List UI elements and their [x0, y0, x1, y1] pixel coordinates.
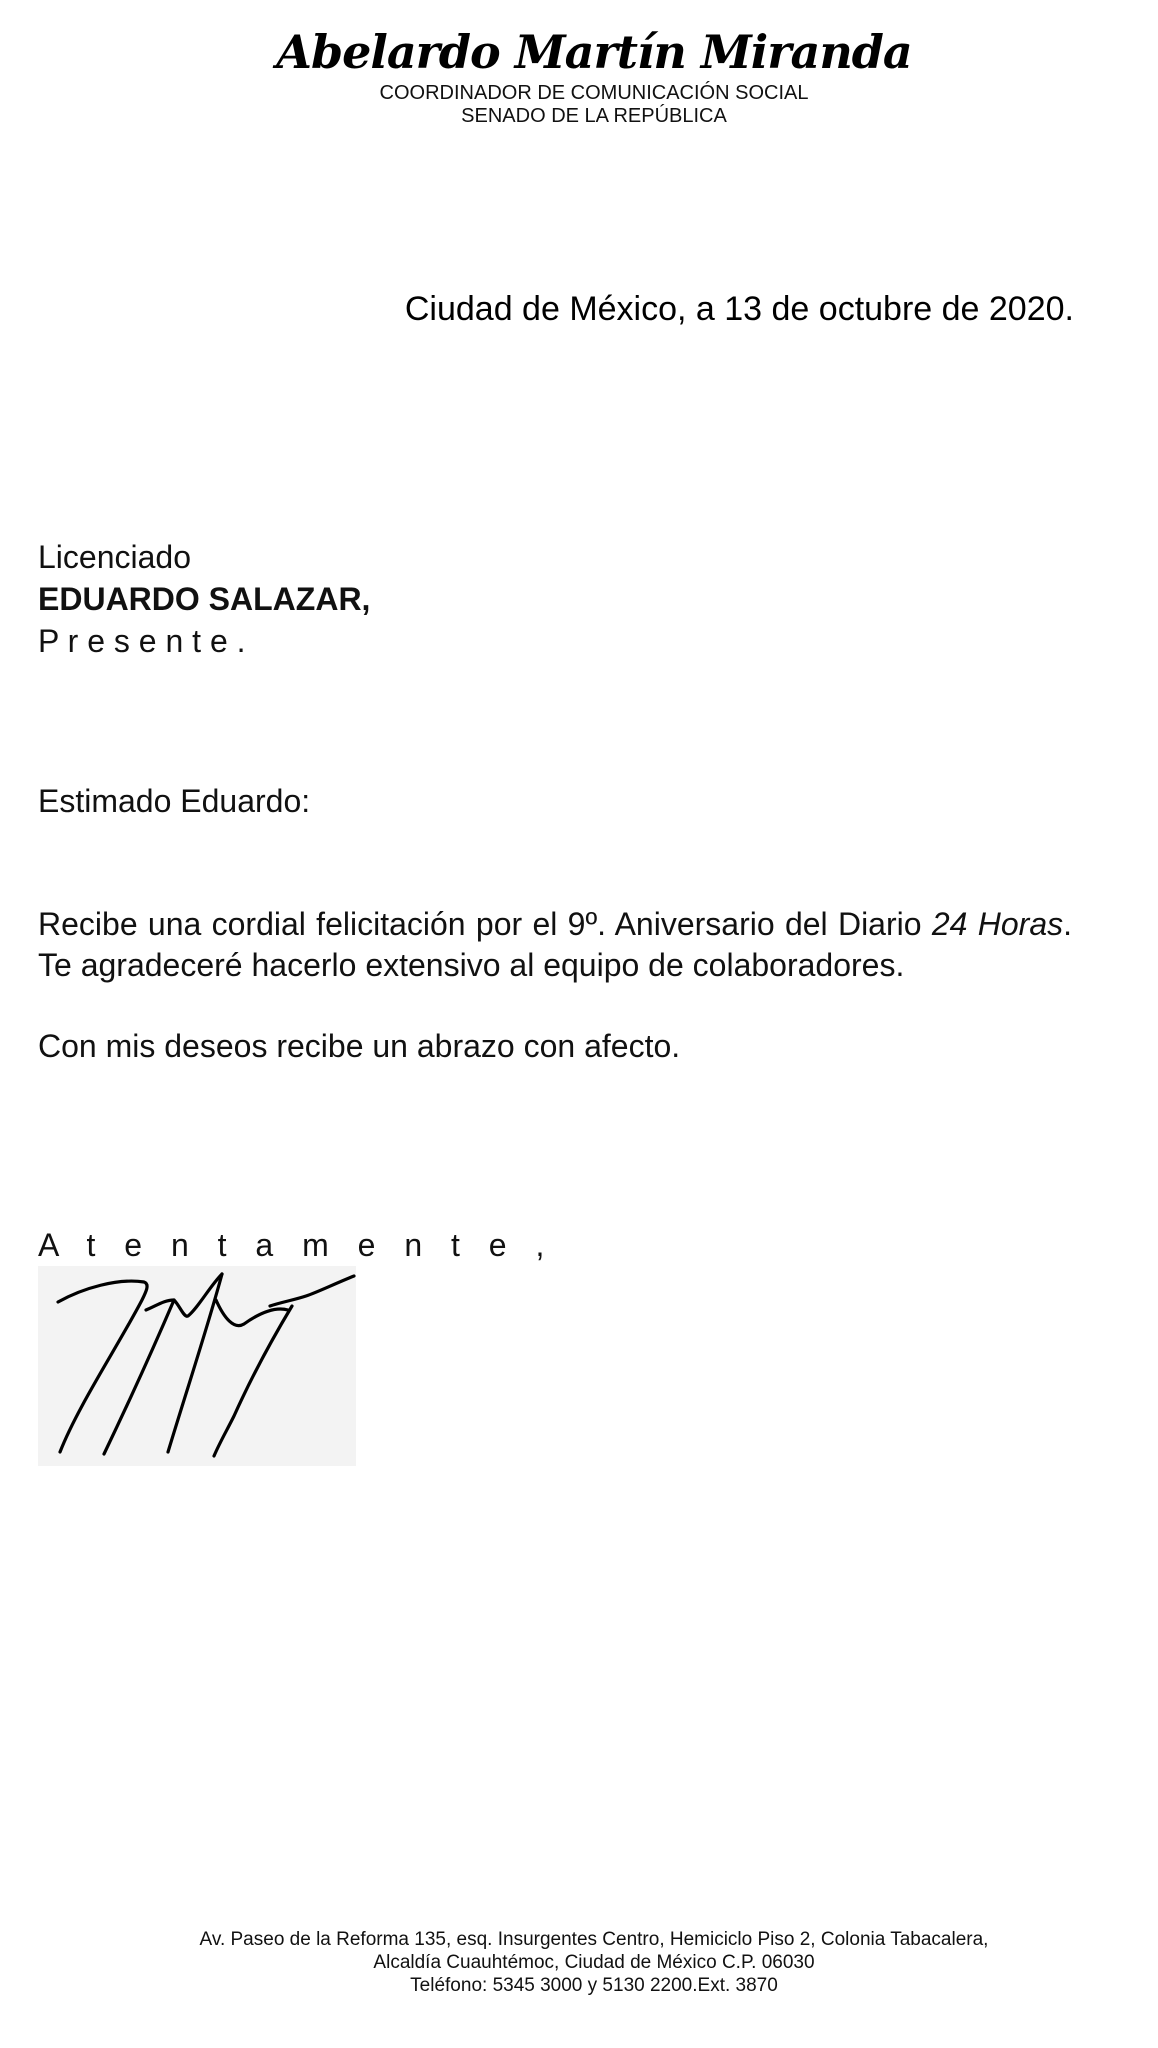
footer-address	[0, 1928, 1158, 1997]
sender-title: COORDINADOR DE COMUNICACIÓN SOCIAL	[379, 82, 809, 104]
closing: A t e n t a m e n t e ,	[38, 1227, 555, 1263]
letterhead	[0, 22, 1158, 128]
body-paragraph-1-start: Recibe una cordial felicitación por el 9º. Aniversario del Diario	[38, 906, 932, 942]
recipient-presente: P r e s e n t e .	[38, 623, 246, 659]
publication-name: 24 Horas	[931, 906, 1064, 942]
recipient-honorific: Licenciado	[38, 539, 191, 575]
signature-image	[38, 1266, 356, 1466]
body-paragraph-1-end: . Te agradeceré hacerlo extensivo al equipo de colaboradores.	[38, 906, 1073, 983]
footer-line-3: Teléfono: 5345 3000 y 5130 2200.Ext. 3870	[410, 1975, 778, 1996]
sender-organization: SENADO DE LA REPÚBLICA	[461, 105, 727, 127]
footer-line-2: Alcaldía Cuauhtémoc, Ciudad de México C.P. 06030	[373, 1952, 815, 1973]
signature-strokes	[38, 1266, 356, 1466]
sender-name: Abelardo Martín Miranda	[276, 25, 912, 79]
recipient-block	[38, 536, 738, 662]
date-line: Ciudad de México, a 13 de octubre de 2020.	[404, 290, 1074, 328]
recipient-name: EDUARDO SALAZAR,	[38, 581, 371, 617]
salutation: Estimado Eduardo:	[38, 783, 311, 819]
footer-line-1: Av. Paseo de la Reforma 135, esq. Insurgentes Centro, Hemiciclo Piso 2, Colonia Tabacalera,	[199, 1929, 989, 1950]
body-paragraph-2: Con mis deseos recibe un abrazo con afecto.	[38, 1028, 681, 1064]
body-paragraph-1	[38, 904, 1072, 986]
letter-body	[38, 904, 1072, 1067]
